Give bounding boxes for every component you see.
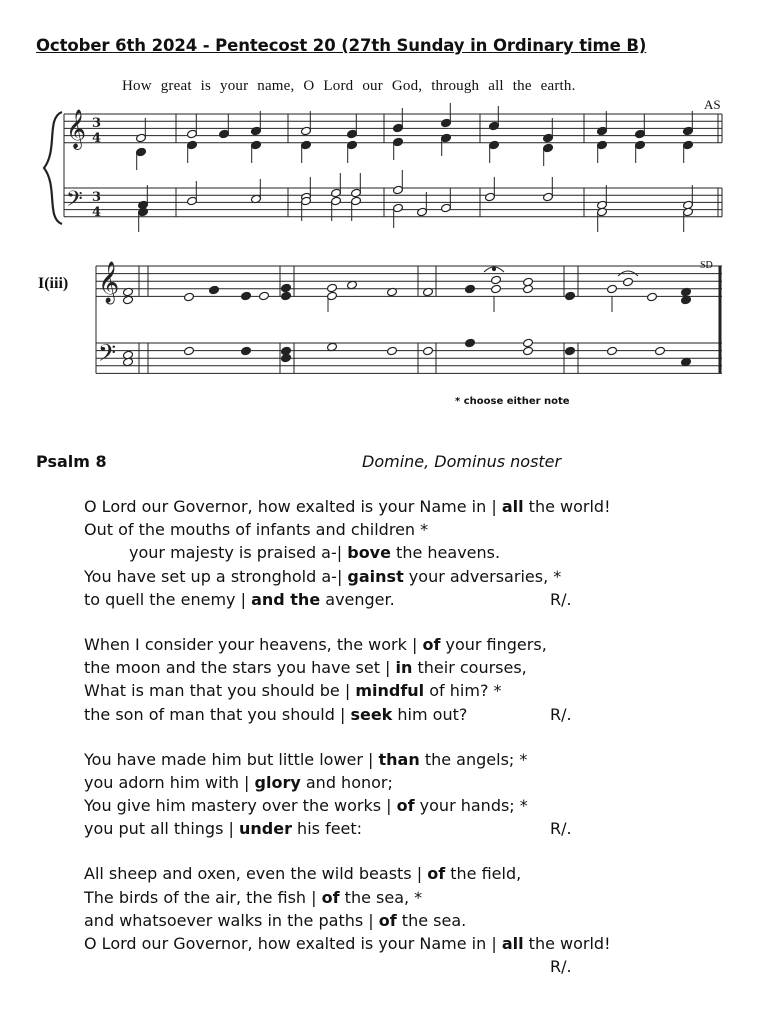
- note-head: [655, 346, 666, 356]
- response-marker: R/.: [550, 589, 572, 609]
- treble-clef: 𝄞: [98, 262, 120, 303]
- music-score: [0, 0, 768, 400]
- verse-line: When I consider your heavens, the work | of your fingers,: [84, 634, 547, 654]
- verse-line: to quell the enemy | and the avenger. R/.: [84, 588, 744, 611]
- time-signature: 3: [92, 116, 102, 131]
- tone-footnote: * choose either note: [455, 396, 570, 407]
- verse-line: You give him mastery over the works | of your hands; *: [84, 796, 528, 816]
- time-signature: 4: [92, 131, 102, 146]
- fermata-dot: [492, 267, 495, 270]
- verse-line: Out of the mouths of infants and children *: [84, 520, 429, 540]
- note-head: [607, 346, 618, 356]
- note-head: [465, 338, 476, 348]
- note-head: [491, 284, 502, 294]
- treble-clef: 𝄞: [66, 109, 87, 149]
- note-head: [523, 284, 534, 294]
- note-head: [281, 283, 292, 293]
- bass-clef: 𝄢: [66, 187, 83, 217]
- note-head: [523, 338, 534, 348]
- time-signature: 3: [92, 190, 102, 205]
- note-head: [387, 346, 398, 356]
- note-head: [184, 346, 195, 356]
- note-head: [523, 346, 534, 356]
- verse-line: You have made him but little lower | than the angels; *: [84, 749, 528, 769]
- note-head: [623, 277, 634, 287]
- verse-line: What is man that you should be | mindful of him? *: [84, 681, 502, 701]
- verse-line: and whatsoever walks in the paths | of the sea.: [84, 910, 467, 930]
- response-marker: R/.: [550, 819, 572, 839]
- tone-label: I(iii): [38, 275, 69, 292]
- verse-line: The birds of the air, the fish | of the sea, *: [84, 887, 423, 907]
- verse-line: you put all things | under his feet: R/.: [84, 817, 744, 840]
- note-head: [184, 292, 195, 302]
- note-head: [565, 291, 576, 301]
- note-head: [465, 284, 476, 294]
- page-title: October 6th 2024 - Pentecost 20 (27th Sunday in Ordinary time B): [36, 36, 647, 55]
- response-marker: R/.: [550, 704, 572, 724]
- verse-line: O Lord our Governor, how exalted is your Name in | all the world!: [84, 497, 611, 516]
- note-head: [327, 283, 338, 293]
- response-marker: R/.: [550, 957, 572, 977]
- note-head: [565, 346, 576, 356]
- psalm-title: Psalm 8: [36, 452, 107, 471]
- antiphon-composer: AS: [704, 97, 721, 112]
- note-head: [491, 275, 502, 285]
- stanza-1: [84, 495, 744, 611]
- antiphon-music: [44, 103, 722, 232]
- verse-line: your majesty is praised a-| bove the heavens.: [129, 543, 501, 563]
- antiphon-lyric: How great is your name, O Lord our God, through all the earth.: [122, 78, 576, 94]
- verse-line: You have set up a stronghold a-| gainst your adversaries, *: [84, 566, 562, 586]
- note-head: [241, 291, 252, 301]
- note-head: [259, 291, 270, 301]
- verse-line: All sheep and oxen, even the wild beasts | of the field,: [84, 864, 522, 884]
- verse-line: you adorn him with | glory and honor;: [84, 772, 393, 792]
- note-head: [607, 284, 618, 294]
- note-head: [281, 346, 292, 356]
- note-head: [647, 292, 658, 302]
- note-head: [281, 291, 292, 301]
- stanza-2: [84, 633, 744, 726]
- psalm-latin-title: Domine, Dominus noster: [362, 452, 562, 471]
- verse-line: O Lord our Governor, how exalted is your Name in | all the world!: [84, 934, 611, 953]
- time-signature: 4: [92, 205, 102, 220]
- note-head: [241, 346, 252, 356]
- verse-line: the son of man that you should | seek him out? R/.: [84, 703, 744, 726]
- note-head: [423, 346, 434, 356]
- chant-tone-music: [96, 261, 722, 373]
- stanza-4: [84, 862, 744, 978]
- bass-clef: 𝄢: [98, 339, 117, 372]
- psalm-verses: [84, 495, 744, 1000]
- note-head: [209, 285, 220, 295]
- tone-composer: SD: [700, 260, 713, 271]
- stanza-3: [84, 748, 744, 841]
- verse-line: the moon and the stars you have set | in their courses,: [84, 658, 527, 678]
